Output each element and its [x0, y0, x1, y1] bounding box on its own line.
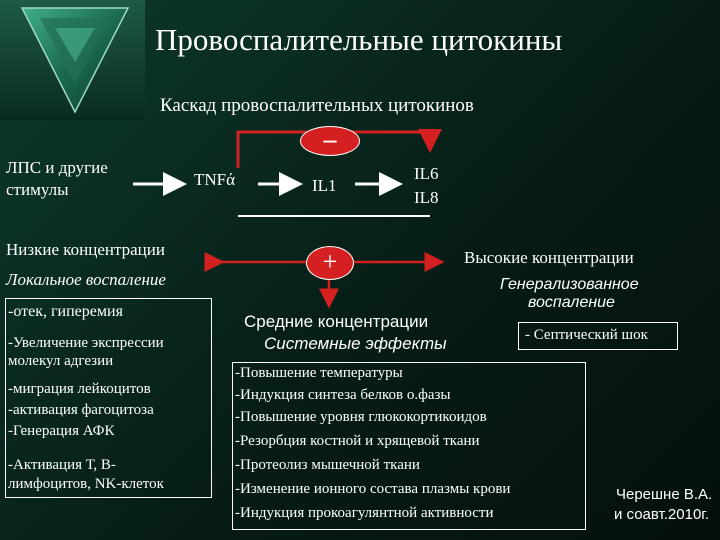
high-effects-box: [518, 322, 678, 350]
low-subheading: Локальное воспаление: [6, 270, 166, 289]
low-item: -Генерация АФК: [8, 423, 115, 439]
node-tnf: TNFά: [194, 170, 236, 189]
author-line2: и соавт.2010г.: [614, 506, 710, 523]
medium-subheading: Системные эффекты: [264, 334, 447, 353]
medium-heading: Средние концентрации: [244, 312, 429, 331]
minus-symbol: –: [300, 126, 360, 156]
high-heading: Высокие концентрации: [464, 248, 634, 267]
node-il1: IL1: [312, 176, 337, 195]
author-line1: Черешне В.А.: [616, 486, 713, 503]
plus-symbol: +: [306, 246, 354, 280]
medium-item: -Индукция прокоагулянтной активности: [235, 505, 494, 521]
node-lps-line2: стимулы: [6, 180, 69, 199]
high-item: - Септический шок: [525, 327, 648, 343]
medium-item: -Протеолиз мышечной ткани: [235, 457, 420, 473]
node-il8: IL8: [414, 188, 439, 207]
page-title: Провоспалительные цитокины: [155, 22, 563, 57]
high-subheading-line1: Генерализованное: [500, 276, 639, 293]
low-item: -миграция лейкоцитов: [8, 381, 151, 397]
medium-item: -Повышение уровня глюкокортикоидов: [235, 409, 487, 425]
low-item: -Активация Т, В-: [8, 457, 116, 473]
low-item: -активация фагоцитоза: [8, 402, 154, 418]
high-subheading-line2: воспаление: [528, 294, 615, 311]
node-il6: IL6: [414, 164, 439, 183]
node-lps-line1: ЛПС и другие: [6, 158, 108, 177]
page-subtitle: Каскад провоспалительных цитокинов: [160, 95, 474, 116]
medium-item: -Повышение температуры: [235, 365, 403, 381]
low-item: -отек, гиперемия: [8, 303, 123, 320]
medium-item: -Резорбция костной и хрящевой ткани: [235, 433, 480, 449]
low-item: -Увеличение экспрессии: [8, 335, 164, 351]
low-item: лимфоцитов, NK-клеток: [8, 476, 164, 492]
medium-item: -Индукция синтеза белков о.фазы: [235, 387, 451, 403]
low-effects-box: [5, 298, 212, 498]
medium-effects-box: [232, 362, 586, 530]
low-heading: Низкие концентрации: [6, 240, 165, 259]
low-item: молекул адгезии: [8, 353, 114, 369]
medium-item: -Изменение ионного состава плазмы крови: [235, 481, 511, 497]
